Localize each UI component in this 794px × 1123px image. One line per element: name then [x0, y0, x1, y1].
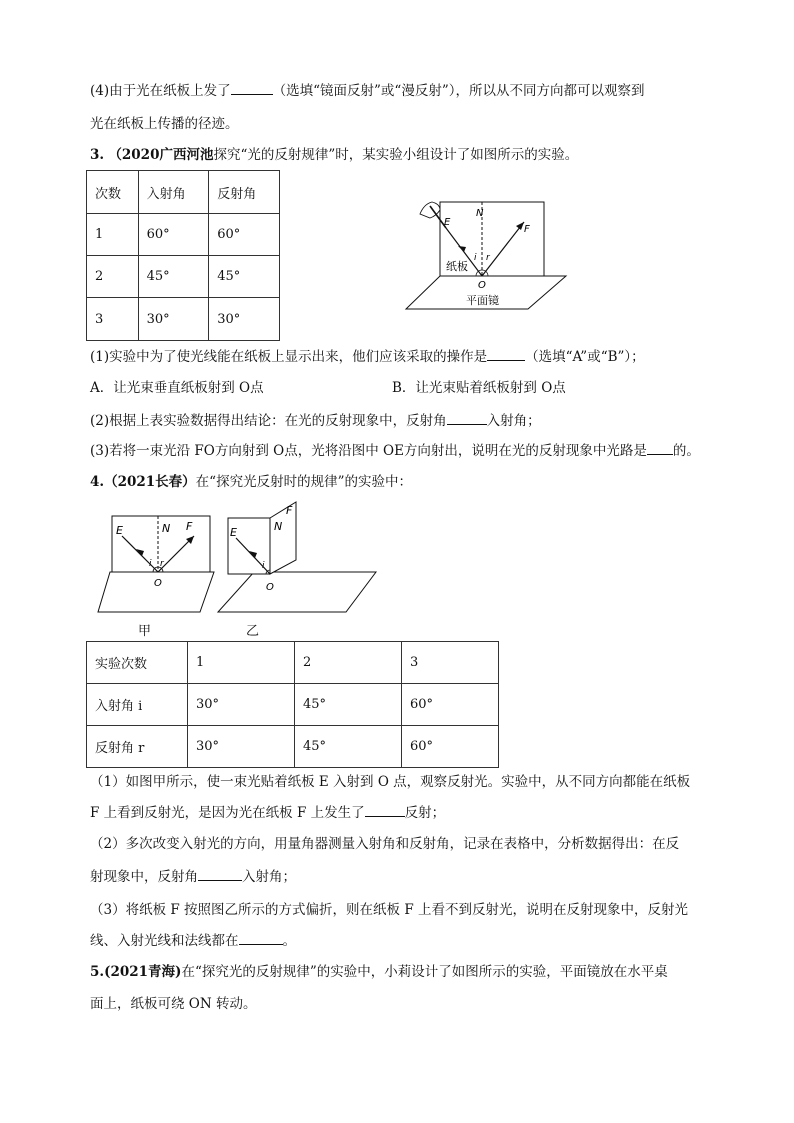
- svg-text:F: F: [286, 504, 293, 517]
- svg-text:N: N: [274, 520, 283, 533]
- table-row: 实验次数 1 2 3: [87, 642, 499, 684]
- svg-text:r: r: [486, 253, 490, 263]
- answer-blank[interactable]: [647, 440, 673, 455]
- svg-text:O: O: [266, 582, 274, 593]
- q5-heading: 5.(2021青海)在“探究光的反射规律”的实验中，小莉设计了如图所示的实验，平面镜放在水平桌: [90, 964, 668, 980]
- q4-part3-line2: 线、入射光线和法线都在 。: [90, 930, 296, 951]
- q4-figure-jia: [96, 504, 216, 614]
- q3-data-table: [86, 170, 280, 341]
- answer-blank[interactable]: [447, 410, 487, 425]
- q4-part2-line2: 射现象中，反射角 入射角；: [90, 866, 296, 887]
- svg-text:i: i: [262, 561, 265, 571]
- q3-part3: (3)若将一束光沿 FO方向射到 O点，光将沿图中 OE方向射出，说明在光的反射现象中光路是 的。: [90, 440, 700, 461]
- answer-blank[interactable]: [198, 866, 242, 881]
- answer-blank[interactable]: [487, 346, 525, 361]
- q3-part2: (2)根据上表实验数据得出结论：在光的反射现象中，反射角 入射角；: [90, 410, 541, 431]
- svg-text:N: N: [476, 208, 484, 219]
- q2-part4-line2: 光在纸板上传播的径迹。: [90, 116, 239, 132]
- svg-text:O: O: [154, 578, 162, 589]
- q3-reflection-figure: [400, 192, 570, 312]
- table-row: 1 60° 60°: [87, 214, 280, 256]
- q4-part2-line1: （2）多次改变入射光的方向，用量角器测量入射角和反射角，记录在表格中，分析数据得出：在反: [90, 836, 680, 852]
- q4-part3-line1: （3）将纸板 F 按照图乙所示的方式偏折，则在纸板 F 上看不到反射光，说明在反射现象中，反射光: [90, 902, 688, 918]
- table-row: 入射角 i 30° 45° 60°: [87, 684, 499, 726]
- q3-heading: 3. （2020广西河池探究“光的反射规律”时，某实验小组设计了如图所示的实验。: [90, 147, 579, 163]
- svg-text:r: r: [160, 559, 164, 569]
- svg-text:纸板: 纸板: [446, 260, 468, 273]
- q5-line2: 面上，纸板可绕 ON 转动。: [90, 996, 257, 1012]
- q3-part1: (1)实验中为了使光线能在纸板上显示出来，他们应该采取的操作是 （选填“A”或“B”）；: [90, 346, 645, 367]
- answer-blank[interactable]: [239, 930, 283, 945]
- caption-jia: 甲: [138, 624, 152, 639]
- q4-part1-line2: F 上看到反射光，是因为光在纸板 F 上发生了 反射；: [90, 802, 445, 823]
- svg-text:i: i: [149, 559, 152, 569]
- q4-part1-line1: （1）如图甲所示，使一束光贴着纸板 E 入射到 O 点，观察反射光。实验中，从不同方向都能在纸板: [90, 774, 691, 790]
- q4-figure-yi: [218, 496, 378, 616]
- svg-text:F: F: [524, 224, 530, 235]
- q3-option-b: B．让光束贴着纸板射到 O点: [392, 380, 566, 396]
- answer-blank[interactable]: [365, 802, 405, 817]
- svg-text:平面镜: 平面镜: [466, 294, 499, 307]
- plane-mirror: [218, 572, 376, 612]
- svg-text:i: i: [474, 253, 477, 263]
- svg-text:E: E: [116, 524, 123, 537]
- svg-text:E: E: [230, 526, 237, 539]
- svg-text:N: N: [162, 522, 171, 535]
- table-row: 反射角 r 30° 45° 60°: [87, 726, 499, 768]
- q4-data-table: [86, 641, 499, 768]
- svg-text:O: O: [478, 280, 486, 291]
- caption-yi: 乙: [246, 624, 260, 639]
- table-header-row: 次数 入射角 反射角: [87, 171, 280, 214]
- answer-blank[interactable]: [231, 80, 273, 95]
- svg-text:E: E: [444, 217, 451, 228]
- q4-heading: 4.（2021长春）在“探究光反射时的规律”的实验中：: [90, 474, 412, 490]
- table-row: 3 30° 30°: [87, 298, 280, 341]
- svg-text:F: F: [186, 520, 193, 533]
- q3-option-a: A．让光束垂直纸板射到 O点: [90, 380, 264, 396]
- q2-part4-line1: (4)由于光在纸板上发了 （选填“镜面反射”或“漫反射”），所以从不同方向都可以观察到: [90, 80, 644, 101]
- table-row: 2 45° 45°: [87, 256, 280, 298]
